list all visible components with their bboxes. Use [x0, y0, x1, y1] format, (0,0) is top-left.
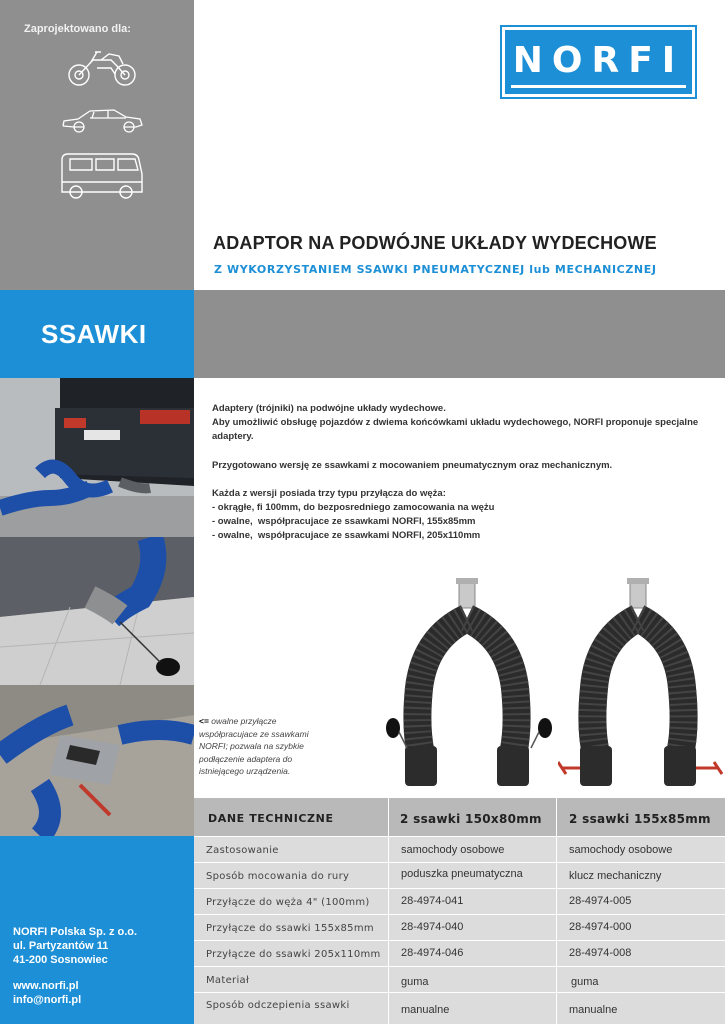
- table-cell: guma: [401, 976, 429, 988]
- category-title: SSAWKI: [41, 319, 147, 349]
- company-address: [13, 925, 137, 967]
- table-divider: [194, 940, 725, 941]
- designed-for-label: Zaprojektowano dla:: [24, 23, 131, 35]
- connector-type-item: - okrągłe, fi 100mm, do bezposredniego zamocowania na wężu: [212, 502, 495, 514]
- description-line: Każda z wersji posiada trzy typu przyłącza do węża:: [212, 487, 446, 499]
- table-row-label: Materiał: [206, 975, 250, 986]
- company-name: NORFI Polska Sp. z o.o.: [13, 926, 138, 938]
- table-row-label: Przyłącze do ssawki 205x110mm: [206, 949, 381, 960]
- table-cell: 28-4974-000: [569, 921, 632, 933]
- pneumatic-adapter-photo: [0, 537, 194, 685]
- product-description: [212, 402, 702, 558]
- company-links: [13, 979, 81, 1007]
- table-cell: manualne: [569, 1004, 618, 1016]
- note-arrow: <=: [199, 716, 209, 726]
- company-street: ul. Partyzantów 11: [13, 940, 109, 952]
- table-header-col-a: 2 ssawki 150x80mm: [400, 812, 542, 826]
- oval-connector-photo: [0, 685, 194, 836]
- table-row-label: Sposób mocowania do rury: [206, 871, 350, 882]
- table-cell: 28-4974-005: [569, 895, 632, 907]
- car-exhaust-photo: [0, 378, 194, 537]
- oval-connector-note: [199, 715, 329, 778]
- pneumatic-adapter-product-image: [385, 578, 555, 798]
- van-icon: [58, 152, 144, 202]
- grey-band: [194, 290, 725, 378]
- description-line: Adaptery (trójniki) na podwójne układy wydechowe.: [212, 403, 446, 414]
- designed-for-panel: [0, 0, 194, 290]
- note-text: owalne przyłącze współpracujace ze ssawkami NORFI; pozwala na szybkie podłączenie adaptera do istniejącego urządzenia.: [199, 716, 309, 776]
- car-icon: [60, 107, 144, 135]
- table-header-title: DANE TECHNICZNE: [208, 812, 334, 825]
- table-divider: [194, 992, 725, 993]
- table-cell: poduszka pneumatyczna: [401, 868, 523, 880]
- table-row-label: Przyłącze do węża 4" (100mm): [206, 897, 370, 908]
- page-title: ADAPTOR NA PODWÓJNE UKŁADY WYDECHOWE: [213, 233, 657, 253]
- mechanical-adapter-product-image: [558, 578, 723, 798]
- table-row-label: Przyłącze do ssawki 155x85mm: [206, 923, 374, 934]
- connector-type-item: - owalne, współpracujace ze ssawkami NORFI, 155x85mm: [212, 516, 476, 528]
- table-cell: 28-4974-040: [401, 921, 464, 933]
- table-cell: 28-4974-041: [401, 895, 464, 907]
- table-cell: samochody osobowe: [569, 844, 673, 856]
- table-cell: 28-4974-046: [401, 947, 464, 959]
- motorcycle-icon: [67, 48, 139, 88]
- table-row-label: Sposób odczepienia ssawki: [206, 1000, 350, 1011]
- website-link[interactable]: www.norfi.pl: [13, 980, 79, 992]
- company-city: 41-200 Sosnowiec: [13, 954, 108, 966]
- norfi-logo: [502, 27, 695, 97]
- table-row-label: Zastosowanie: [206, 845, 279, 856]
- table-divider: [194, 862, 725, 863]
- description-line: Aby umożliwić obsługę pojazdów z dwiema końcówkami układu wydechowego, NORFI proponuje specjalne adaptery.: [212, 417, 699, 443]
- logo-wordmark: NORFI: [512, 40, 685, 81]
- email-link[interactable]: info@norfi.pl: [13, 994, 82, 1006]
- table-divider: [194, 914, 725, 915]
- table-divider: [194, 836, 725, 837]
- page-subtitle: Z WYKORZYSTANIEM SSAWKI PNEUMATYCZNEJ lub MECHANICZNEJ: [214, 263, 657, 276]
- description-line: Przygotowano wersję ze ssawkami z mocowaniem pneumatycznym oraz mechanicznym.: [212, 459, 613, 471]
- table-divider: [194, 888, 725, 889]
- table-cell: samochody osobowe: [401, 844, 505, 856]
- table-cell: guma: [571, 976, 599, 988]
- table-header-col-b: 2 ssawki 155x85mm: [569, 812, 711, 826]
- table-divider: [556, 798, 557, 1024]
- table-cell: manualne: [401, 1004, 450, 1016]
- table-divider: [388, 798, 389, 1024]
- logo-underline: [511, 85, 686, 88]
- connector-type-item: - owalne, współpracujace ze ssawkami NORFI, 205x110mm: [212, 530, 481, 542]
- table-divider: [194, 966, 725, 967]
- table-cell: 28-4974-008: [569, 947, 632, 959]
- table-cell: klucz mechaniczny: [569, 870, 662, 882]
